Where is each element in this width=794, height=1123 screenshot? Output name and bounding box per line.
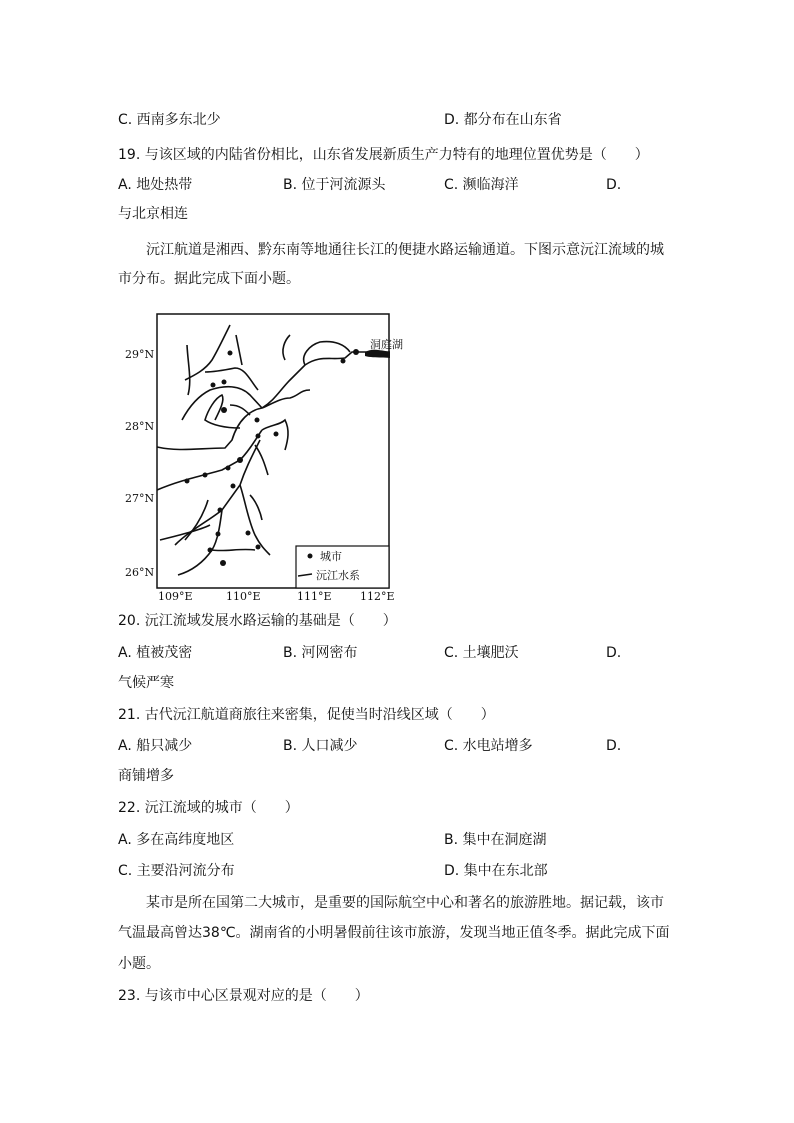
q21-option-b[interactable]: B. 人口减少 (283, 738, 358, 754)
q18-option-c[interactable]: C. 西南多东北少 (118, 112, 221, 128)
q22-option-a[interactable]: A. 多在高纬度地区 (118, 832, 235, 848)
lon-label: 110°E (226, 590, 261, 603)
q21-option-d[interactable]: D. (606, 738, 622, 754)
lat-label: 28°N (125, 420, 155, 433)
q20-option-d-text: 气候严寒 (118, 675, 174, 691)
lon-label: 112°E (360, 590, 395, 603)
city-legend-icon (308, 554, 313, 559)
lon-label: 111°E (297, 590, 332, 603)
q21-option-d-text: 商铺增多 (118, 768, 174, 784)
passage-line: 某市是所在国第二大城市，是重要的国际航空中心和著名的旅游胜地。据记载，该市 (146, 895, 664, 911)
q20-option-a[interactable]: A. 植被茂密 (118, 645, 193, 661)
q19-option-d[interactable]: D. (606, 177, 622, 193)
q20-option-d[interactable]: D. (606, 645, 622, 661)
q22-option-d[interactable]: D. 集中在东北部 (444, 863, 548, 879)
lat-label: 26°N (125, 566, 155, 579)
yuanjiang-map (120, 305, 410, 605)
legend-city: 城市 (320, 550, 342, 563)
passage-line: 小题。 (118, 956, 160, 972)
lat-label: 29°N (125, 348, 155, 361)
lat-labels (125, 348, 154, 579)
q21-stem: 21. 古代沅江航道商旅往来密集，促使当时沿线区域（ ） (118, 707, 495, 723)
q23-stem: 23. 与该市中心区景观对应的是（ ） (118, 988, 369, 1004)
q18-option-d[interactable]: D. 都分布在山东省 (444, 112, 562, 128)
q19-option-d-text: 与北京相连 (118, 206, 188, 222)
q20-option-b[interactable]: B. 河网密布 (283, 645, 358, 661)
q22-stem: 22. 沅江流域的城市（ ） (118, 800, 299, 816)
passage-line: 气温最高曾达38℃。湖南省的小明暑假前往该市旅游，发现当地正值冬季。据此完成下面 (118, 925, 670, 941)
legend-river: 沅江水系 (316, 569, 360, 582)
q21-option-a[interactable]: A. 船只减少 (118, 738, 193, 754)
lon-labels (158, 590, 395, 603)
q19-option-a[interactable]: A. 地处热带 (118, 177, 193, 193)
passage-line: 市分布。据此完成下面小题。 (118, 271, 300, 287)
lat-label: 27°N (125, 492, 155, 505)
q22-option-b[interactable]: B. 集中在洞庭湖 (444, 832, 547, 848)
map-rivers (157, 325, 390, 575)
map-cities (185, 349, 360, 566)
lake-label: 洞庭湖 (370, 338, 403, 351)
q19-option-c[interactable]: C. 濒临海洋 (444, 177, 519, 193)
q21-option-c[interactable]: C. 水电站增多 (444, 738, 533, 754)
q19-stem: 19. 与该区域的内陆省份相比，山东省发展新质生产力特有的地理位置优势是（ ） (118, 147, 649, 163)
passage-line: 沅江航道是湘西、黔东南等地通往长江的便捷水路运输通道。下图示意沅江流域的城 (146, 242, 664, 258)
q20-stem: 20. 沅江流域发展水路运输的基础是（ ） (118, 613, 397, 629)
map-legend (296, 546, 389, 588)
q20-option-c[interactable]: C. 土壤肥沃 (444, 645, 519, 661)
lon-label: 109°E (158, 590, 193, 603)
q19-option-b[interactable]: B. 位于河流源头 (283, 177, 386, 193)
q22-option-c[interactable]: C. 主要沿河流分布 (118, 863, 235, 879)
